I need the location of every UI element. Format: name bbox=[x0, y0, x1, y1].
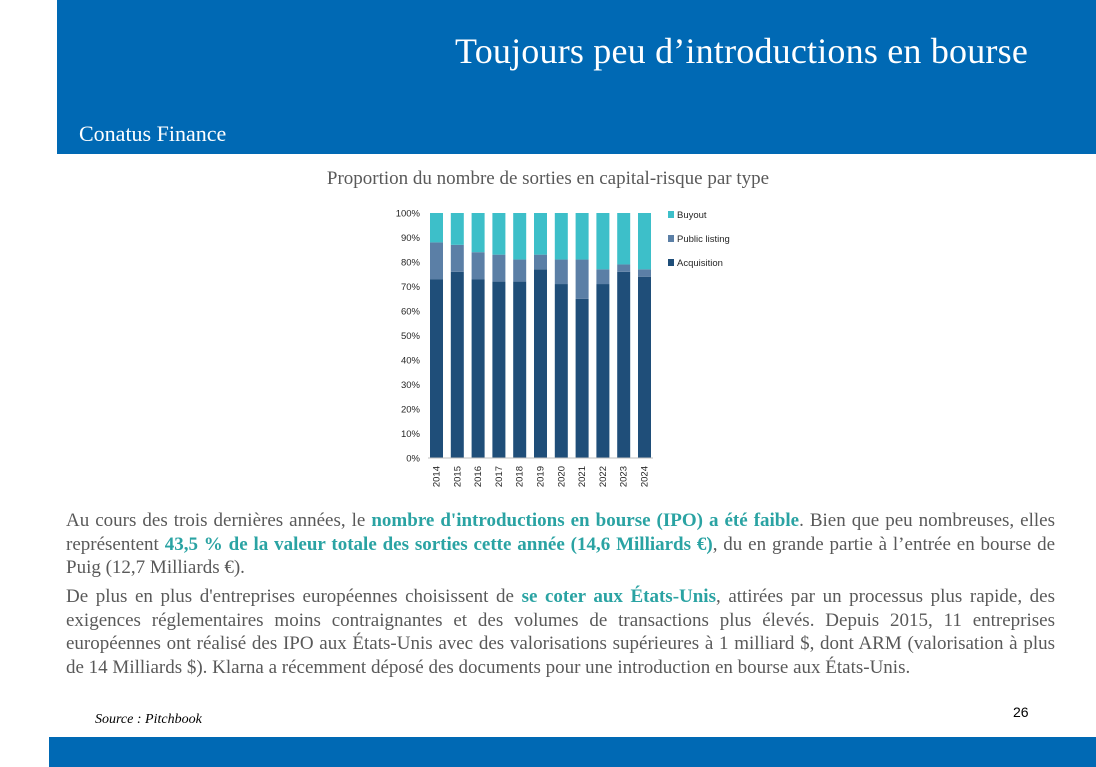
bar-segment-public-listing-2024 bbox=[638, 269, 651, 276]
x-tick-label: 2023 bbox=[618, 466, 630, 488]
bar-segment-public-listing-2014 bbox=[430, 242, 443, 279]
x-tick-label: 2022 bbox=[597, 466, 609, 488]
header-banner bbox=[57, 0, 1096, 154]
page-number: 26 bbox=[1013, 704, 1029, 720]
x-tick-label: 2019 bbox=[535, 466, 547, 488]
legend-swatch bbox=[668, 211, 674, 218]
bar-segment-acquisition-2022 bbox=[596, 284, 609, 458]
bar-segment-buyout-2016 bbox=[472, 213, 485, 252]
bar-segment-acquisition-2021 bbox=[576, 299, 589, 458]
y-tick-label: 100% bbox=[395, 208, 420, 220]
footer-bar bbox=[49, 737, 1096, 767]
highlighted-text: nombre d'introductions en bourse (IPO) a été faible bbox=[371, 510, 800, 531]
bar-segment-buyout-2023 bbox=[617, 213, 630, 264]
bar-segment-acquisition-2016 bbox=[472, 279, 485, 458]
body-text-segment: , attirées par un processus plus rapide, des exigences réglementaires moins contraignantes et des volumes de transactions plus élevés. Depuis 2015, 11 entreprises européennes ont réalisé des IPO aux États-Unis avec des valorisations supérieures à 1 milliard $, dont ARM (valorisation à plus de 14 Milliards $). Klarna a récemment déposé des documents pour une introduction en bourse aux États-Unis. bbox=[66, 586, 1055, 678]
bar-segment-public-listing-2017 bbox=[492, 255, 505, 282]
paragraph-ipo-summary bbox=[66, 509, 1055, 580]
bar-segment-public-listing-2018 bbox=[513, 260, 526, 282]
highlighted-text: 43,5 % de la valeur totale des sorties cette année (14,6 Milliards €) bbox=[164, 533, 713, 555]
bar-segment-public-listing-2023 bbox=[617, 264, 630, 271]
bar-segment-acquisition-2024 bbox=[638, 277, 651, 458]
legend-swatch bbox=[668, 259, 674, 266]
bar-segment-public-listing-2019 bbox=[534, 255, 547, 270]
y-tick-label: 70% bbox=[400, 282, 420, 293]
bar-segment-public-listing-2022 bbox=[596, 269, 609, 284]
chart-title: Proportion du nombre de sorties en capital-risque par type bbox=[326, 168, 770, 189]
y-tick-label: 60% bbox=[400, 306, 420, 318]
x-tick-label: 2018 bbox=[514, 466, 526, 488]
body-text-segment: . Bien que peu nombreuses, elles représentent bbox=[66, 510, 1055, 555]
y-tick-label: 20% bbox=[400, 404, 420, 416]
y-tick-label: 30% bbox=[400, 380, 420, 391]
bar-segment-public-listing-2020 bbox=[555, 260, 568, 285]
y-tick-label: 0% bbox=[406, 453, 420, 465]
y-tick-label: 50% bbox=[400, 331, 420, 342]
legend-label: Acquisition bbox=[677, 258, 723, 269]
bar-segment-buyout-2018 bbox=[513, 213, 526, 260]
y-tick-label: 80% bbox=[400, 257, 420, 269]
y-tick-label: 40% bbox=[400, 355, 420, 367]
y-tick-label: 90% bbox=[400, 233, 420, 244]
bar-segment-public-listing-2015 bbox=[451, 245, 464, 272]
y-tick-label: 10% bbox=[400, 429, 420, 440]
x-tick-label: 2020 bbox=[556, 466, 568, 488]
body-text-segment: De plus en plus d'entreprises européennes choisissent de bbox=[66, 586, 522, 607]
bar-segment-acquisition-2019 bbox=[534, 269, 547, 458]
bar-segment-acquisition-2020 bbox=[555, 284, 568, 458]
x-tick-label: 2014 bbox=[431, 466, 443, 488]
legend-swatch bbox=[668, 235, 674, 242]
legend-label: Buyout bbox=[677, 210, 707, 221]
body-text-segment: , du en grande partie à l’entrée en bourse de Puig (12,7 Milliards €). bbox=[66, 533, 1056, 578]
highlighted-text: se coter aux États-Unis bbox=[521, 586, 716, 607]
bar-segment-buyout-2020 bbox=[555, 213, 568, 260]
bar-segment-acquisition-2017 bbox=[492, 282, 505, 458]
x-tick-label: 2024 bbox=[639, 466, 651, 488]
brand-name: Conatus Finance bbox=[79, 121, 227, 146]
stacked-bar-chart bbox=[388, 200, 748, 500]
x-tick-label: 2017 bbox=[493, 466, 505, 488]
bar-segment-public-listing-2021 bbox=[576, 260, 589, 299]
slide-title: Toujours peu d’introductions en bourse bbox=[455, 31, 1028, 71]
body-text-segment: Au cours des trois dernières années, le bbox=[66, 510, 372, 531]
bar-segment-acquisition-2014 bbox=[430, 279, 443, 458]
bar-segment-buyout-2021 bbox=[576, 213, 589, 260]
bar-segment-buyout-2024 bbox=[638, 213, 651, 269]
source-note: Source : Pitchbook bbox=[95, 712, 202, 727]
paragraph-us-listings bbox=[66, 585, 1055, 679]
bar-segment-acquisition-2015 bbox=[451, 272, 464, 458]
bar-segment-buyout-2015 bbox=[451, 213, 464, 245]
legend-label: Public listing bbox=[677, 234, 730, 245]
bar-segment-buyout-2019 bbox=[534, 213, 547, 255]
x-tick-label: 2021 bbox=[577, 466, 589, 488]
bar-segment-acquisition-2018 bbox=[513, 282, 526, 458]
bar-segment-buyout-2014 bbox=[430, 213, 443, 242]
bar-segment-buyout-2017 bbox=[492, 213, 505, 255]
bar-segment-public-listing-2016 bbox=[472, 252, 485, 279]
bar-segment-acquisition-2023 bbox=[617, 272, 630, 458]
bar-segment-buyout-2022 bbox=[596, 213, 609, 269]
x-tick-label: 2016 bbox=[473, 466, 485, 488]
x-tick-label: 2015 bbox=[452, 466, 464, 488]
